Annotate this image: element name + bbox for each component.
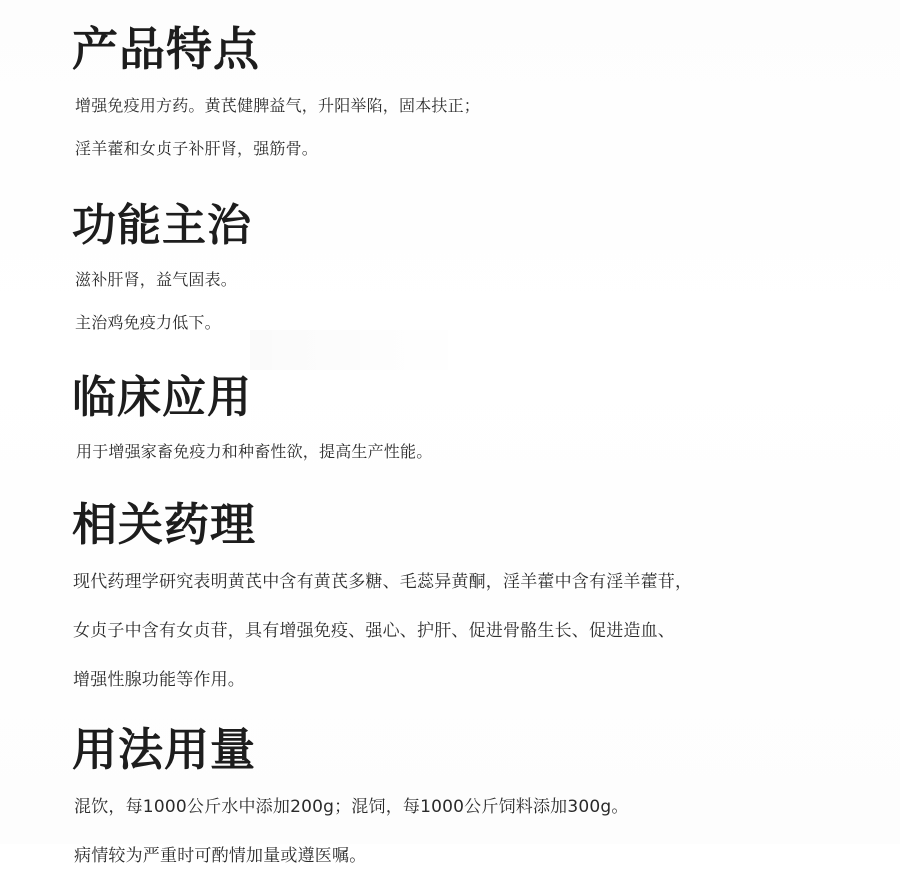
section-title: 相关药理 — [72, 497, 257, 551]
body-line: 混饮，每1000公斤水中添加200g；混饲，每1000公斤饲料添加300g。 — [74, 797, 629, 818]
section-pharmacology — [72, 497, 840, 697]
section-body — [72, 438, 840, 466]
body-line: 现代药理学研究表明黄芪中含有黄芪多糖、毛蕊异黄酮，淫羊藿中含有淫羊藿苷， — [73, 572, 693, 593]
body-line: 主治鸡免疫力低下。 — [75, 313, 221, 333]
body-line: 淫羊藿和女贞子补肝肾，强筋骨。 — [75, 139, 319, 159]
body-line: 滋补肝肾，益气固表。 — [75, 269, 238, 289]
body-line: 增强免疫用方药。黄芪健脾益气，升阳举陷，固本扶正； — [75, 95, 481, 115]
section-body — [72, 792, 840, 872]
body-line: 女贞子中含有女贞苷，具有增强免疫、强心、护肝、促进骨骼生长、促进造血、 — [73, 620, 675, 641]
section-title: 产品特点 — [72, 22, 260, 76]
section-functions-indications — [72, 201, 840, 337]
section-body — [72, 567, 840, 697]
body-line: 用于增强家畜免疫力和种畜性欲，提高生产性能。 — [76, 442, 433, 462]
section-title: 功能主治 — [72, 199, 252, 251]
body-line: 增强性腺功能等作用。 — [73, 669, 245, 690]
section-body — [72, 266, 840, 337]
section-dosage-usage — [72, 722, 840, 872]
section-product-features — [72, 24, 840, 163]
section-clinical-application — [72, 373, 840, 466]
body-line: 病情较为严重时可酌情加量或遵医嘱。 — [74, 845, 367, 866]
section-title: 用法用量 — [72, 722, 257, 776]
section-title: 临床应用 — [72, 371, 252, 423]
section-body — [72, 92, 840, 163]
